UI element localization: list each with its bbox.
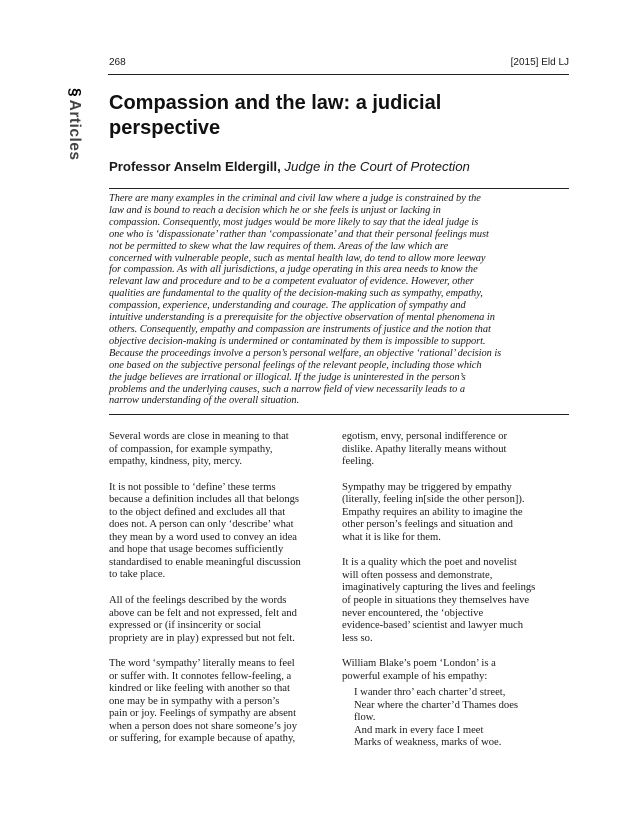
section-symbol: § [66, 88, 83, 97]
abstract: There are many examples in the criminal and civil law where a judge is constrained by the law and is bound to reach a decision which he or she feels is unjust or lacking in compassion. Consequently, most judges would be more likely to say that the ideal judge is one who is ‘dispassionate’ rather than ‘compassionate’ and that their personal feelings must not be permitted to skew what the law requires of them. Areas of the law which are concerned with vulnerable people, such as mental health law, do tend to allow more leeway for compassion. As with all jurisdictions, a judge operating in this area needs to know the relevant law and procedure and to be a competent evaluator of evidence. However, other qualities are fundamental to the quality of the decision-making such as sympathy, empathy, compassion, experience, understanding and courage. The application of sympathy and intuitive understanding is a prerequisite for the objective observation of mental phenomena in others. Consequently, empathy and compassion are instruments of justice and the notion that objective decision-making is undermined or contaminated by them is impossible to support. Because the proceedings involve a person’s personal welfare, an objective ‘rational’ decision is one based on the subjective personal feelings of the relevant people, including those which the judge believes are irrational or illogical. If the judge is uninterested in the person’s problems and the underlying causes, such a narrow field of view necessarily leads to a narrow understanding of the overall situation. [109, 193, 502, 407]
body-paragraph: It is not possible to ‘define’ these terms because a definition includes all that belongs to the object defined and excludes all that does not. A person can only ‘describe’ what they mean by a word used to convey an idea and hope that usage becomes sufficiently standardised to enable meaningful discussion to take place. [109, 481, 301, 581]
body-paragraph: The word ‘sympathy’ literally means to feel or suffer with. It connotes fellow-feeling, a kindred or like feeling with another so that one may be in sympathy with a person’s pain or joy. Feelings of sympathy are absent when a person does not share someone’s joy or suffering, for example because of apathy, [109, 658, 297, 745]
body-column-left [109, 431, 334, 759]
section-word: Articles [66, 99, 83, 161]
page-number: 268 [109, 57, 126, 68]
body-paragraph: All of the feelings described by the words above can be felt and not expressed, felt and expressed or (if insincerity or social propriety are in play) expressed but not felt. [109, 595, 297, 644]
journal-reference: [2015] Eld LJ [510, 57, 569, 68]
article-title: Compassion and the law: a judicial perspective [109, 92, 442, 139]
abstract-bottom-rule [109, 414, 569, 415]
poem-quote: I wander thro’ each charter’d street, Near where the charter’d Thames does flow. And mark in every face I meet Marks of weakness, marks of woe. [354, 687, 519, 749]
body-column-right [342, 431, 567, 763]
author-name: Professor Anselm Eldergill, [109, 159, 281, 174]
author-role: Judge in the Court of Protection [284, 159, 470, 174]
section-label [64, 88, 85, 172]
header-rule [108, 74, 569, 75]
abstract-top-rule [109, 188, 569, 189]
body-paragraph: egotism, envy, personal indifference or dislike. Apathy literally means without feeling. [342, 431, 508, 468]
body-paragraph: It is a quality which the poet and novelist will often possess and demonstrate, imaginatively capturing the lives and feelings of people in situations they themselves have never encountered, the ‘objective evidence-based’ scientist and lawyer much less so. [342, 557, 536, 644]
author-line [109, 158, 569, 175]
body-paragraph: Sympathy may be triggered by empathy (literally, feeling in[side the other person]). Empathy requires an ability to imagine the other person’s feelings and situation and what it is like for them. [342, 481, 525, 543]
body-paragraph: Several words are close in meaning to that of compassion, for example sympathy, empathy, kindness, pity, mercy. [109, 431, 289, 468]
body-paragraph: William Blake’s poem ‘London’ is a powerful example of his empathy: [342, 658, 496, 682]
